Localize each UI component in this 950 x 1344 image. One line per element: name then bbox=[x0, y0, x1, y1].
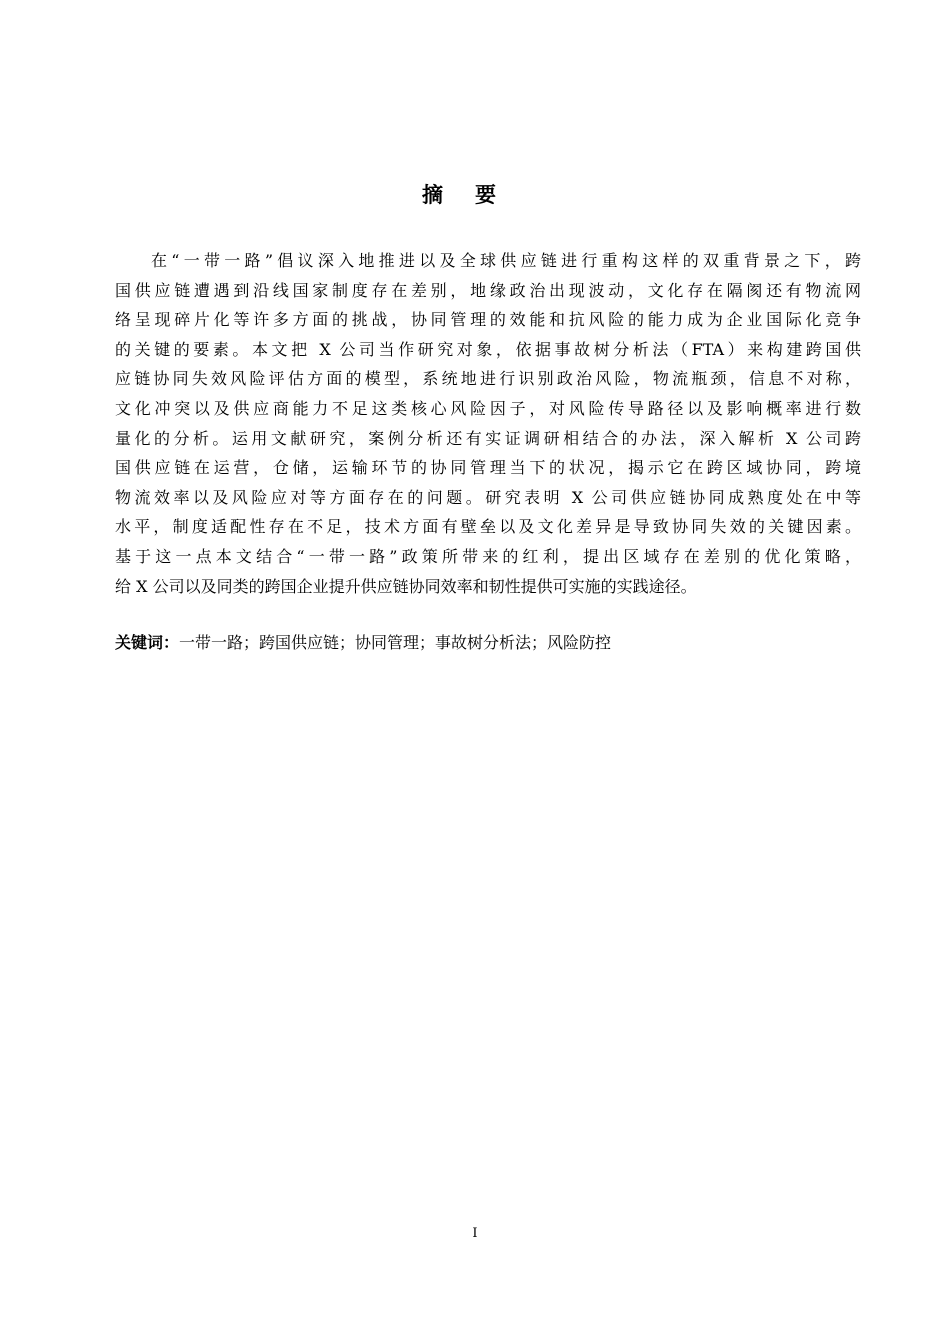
page-title: 摘要 bbox=[422, 183, 528, 207]
abstract-line: 络呈现碎片化等许多方面的挑战，协同管理的效能和抗风险的能力成为企业国际化竞争 bbox=[115, 310, 861, 330]
abstract-line: 给 X 公司以及同类的跨国企业提升供应链协同效率和韧性提供可实施的实践途径。 bbox=[115, 576, 697, 596]
abstract-line: 水平，制度适配性存在不足，技术方面有壁垒以及文化差异是导致协同失效的关键因素。 bbox=[115, 517, 861, 537]
abstract-body bbox=[115, 246, 861, 601]
abstract-line: 文化冲突以及供应商能力不足这类核心风险因子，对风险传导路径以及影响概率进行数 bbox=[115, 398, 861, 418]
keywords-line bbox=[115, 630, 611, 656]
abstract-line: 的关键的要素。本文把 X 公司当作研究对象，依据事故树分析法（FTA）来构建跨国供 bbox=[115, 339, 861, 359]
page-number: I bbox=[472, 1226, 478, 1241]
abstract-line: 量化的分析。运用文献研究，案例分析还有实证调研相结合的办法，深入解析 X 公司跨 bbox=[115, 428, 861, 448]
abstract-line: 在“一带一路”倡议深入地推进以及全球供应链进行重构这样的双重背景之下，跨 bbox=[151, 251, 861, 270]
abstract-line: 国供应链遭遇到沿线国家制度存在差别，地缘政治出现波动，文化存在隔阂还有物流网 bbox=[115, 280, 861, 300]
keywords-text: 一带一路；跨国供应链；协同管理；事故树分析法；风险防控 bbox=[179, 633, 612, 652]
abstract-line: 物流效率以及风险应对等方面存在的问题。研究表明 X 公司供应链协同成熟度处在中等 bbox=[115, 487, 861, 507]
abstract-line: 国供应链在运营，仓储，运输环节的协同管理当下的状况，揭示它在跨区域协同，跨境 bbox=[115, 458, 861, 478]
abstract-line: 应链协同失效风险评估方面的模型，系统地进行识别政治风险，物流瓶颈，信息不对称， bbox=[115, 369, 861, 389]
abstract-line: 基于这一点本文结合“一带一路”政策所带来的红利，提出区域存在差别的优化策略， bbox=[115, 546, 861, 566]
keywords-label: 关键词： bbox=[115, 633, 180, 652]
